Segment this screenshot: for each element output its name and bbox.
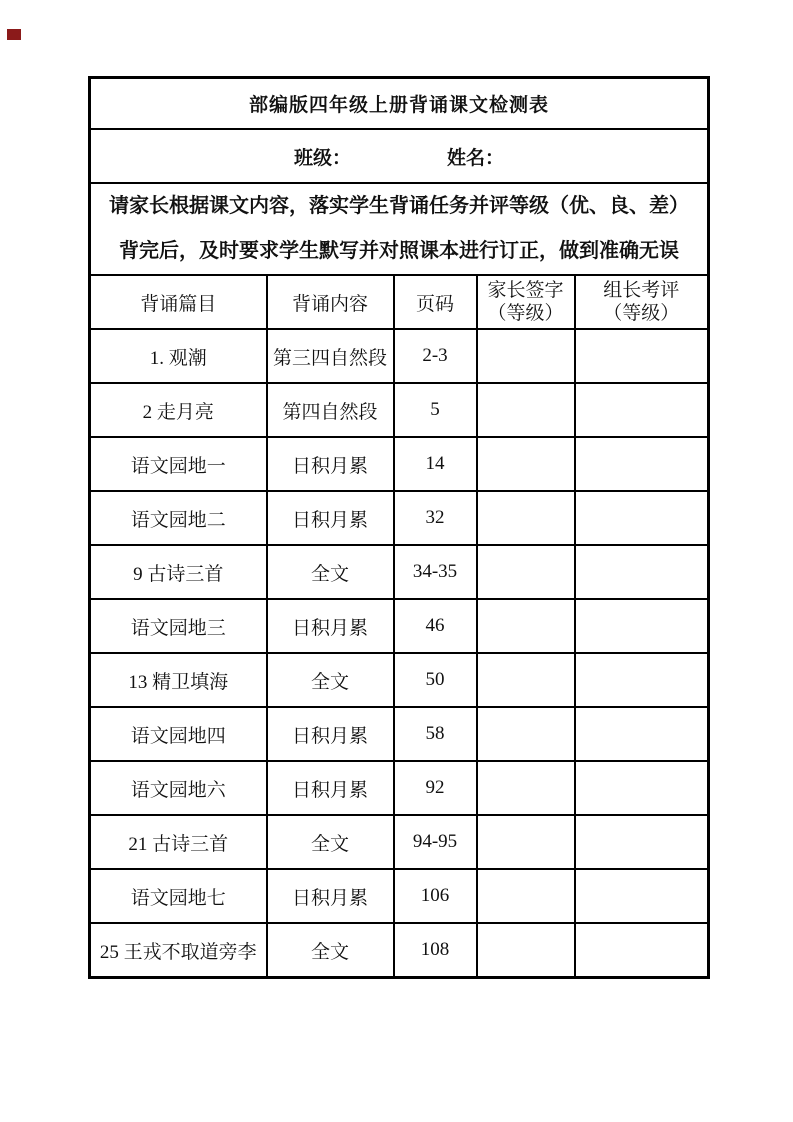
content-cell: 日积月累 xyxy=(267,761,394,815)
leader-review-cell xyxy=(575,869,709,923)
leader-review-cell xyxy=(575,653,709,707)
content-cell: 全文 xyxy=(267,545,394,599)
column-header-row xyxy=(90,275,709,329)
parent-sign-cell xyxy=(477,707,575,761)
table-row xyxy=(90,869,709,923)
content-cell: 日积月累 xyxy=(267,599,394,653)
leader-review-cell xyxy=(575,761,709,815)
leader-review-cell xyxy=(575,599,709,653)
piece-cell: 语文园地三 xyxy=(90,599,267,653)
page-cell: 94-95 xyxy=(394,815,477,869)
page-cell: 32 xyxy=(394,491,477,545)
page-cell: 14 xyxy=(394,437,477,491)
class-label: 班级： xyxy=(294,147,352,169)
piece-cell: 语文园地六 xyxy=(90,761,267,815)
piece-cell: 21 古诗三首 xyxy=(90,815,267,869)
header-parent-sign xyxy=(477,275,575,329)
page-cell: 106 xyxy=(394,869,477,923)
page-cell: 2-3 xyxy=(394,329,477,383)
piece-cell: 13 精卫填海 xyxy=(90,653,267,707)
page-cell: 46 xyxy=(394,599,477,653)
parent-sign-cell xyxy=(477,329,575,383)
instructions-row xyxy=(90,183,709,275)
instructions-line1: 请家长根据课文内容，落实学生背诵任务并评等级（优、良、差） xyxy=(109,195,690,217)
header-leader-review-line1: 组长考评 xyxy=(603,280,680,301)
table-title-row xyxy=(90,78,709,130)
name-label: 姓名： xyxy=(447,147,505,169)
table-row xyxy=(90,437,709,491)
parent-sign-cell xyxy=(477,923,575,978)
leader-review-cell xyxy=(575,815,709,869)
header-page: 页码 xyxy=(394,275,477,329)
parent-sign-cell xyxy=(477,761,575,815)
leader-review-cell xyxy=(575,491,709,545)
corner-marker xyxy=(7,29,21,40)
header-leader-review-line2: （等级） xyxy=(603,303,680,324)
class-name-row xyxy=(90,129,709,183)
content-cell: 日积月累 xyxy=(267,437,394,491)
table-row xyxy=(90,491,709,545)
parent-sign-cell xyxy=(477,545,575,599)
table-row xyxy=(90,545,709,599)
piece-cell: 语文园地四 xyxy=(90,707,267,761)
instructions-line2: 背完后，及时要求学生默写并对照课本进行订正，做到准确无误 xyxy=(119,240,680,262)
page-cell: 58 xyxy=(394,707,477,761)
parent-sign-cell xyxy=(477,815,575,869)
class-name-cell xyxy=(90,129,709,183)
piece-cell: 25 王戎不取道旁李 xyxy=(90,923,267,978)
content-cell: 全文 xyxy=(267,923,394,978)
leader-review-cell xyxy=(575,707,709,761)
piece-cell: 语文园地七 xyxy=(90,869,267,923)
page-cell: 108 xyxy=(394,923,477,978)
piece-cell: 语文园地二 xyxy=(90,491,267,545)
leader-review-cell xyxy=(575,545,709,599)
instructions-cell xyxy=(90,183,709,275)
page-cell: 34-35 xyxy=(394,545,477,599)
content-cell: 日积月累 xyxy=(267,869,394,923)
content-cell: 第四自然段 xyxy=(267,383,394,437)
header-parent-sign-line1: 家长签字 xyxy=(487,280,564,301)
recitation-check-table xyxy=(88,76,710,979)
leader-review-cell xyxy=(575,329,709,383)
parent-sign-cell xyxy=(477,491,575,545)
parent-sign-cell xyxy=(477,599,575,653)
table-title: 部编版四年级上册背诵课文检测表 xyxy=(90,78,709,130)
page-cell: 92 xyxy=(394,761,477,815)
parent-sign-cell xyxy=(477,653,575,707)
content-cell: 日积月累 xyxy=(267,491,394,545)
parent-sign-cell xyxy=(477,869,575,923)
leader-review-cell xyxy=(575,383,709,437)
parent-sign-cell xyxy=(477,383,575,437)
header-leader-review xyxy=(575,275,709,329)
header-content: 背诵内容 xyxy=(267,275,394,329)
leader-review-cell xyxy=(575,437,709,491)
piece-cell: 9 古诗三首 xyxy=(90,545,267,599)
table-row xyxy=(90,761,709,815)
table-row xyxy=(90,329,709,383)
header-piece: 背诵篇目 xyxy=(90,275,267,329)
table-row xyxy=(90,599,709,653)
piece-cell: 语文园地一 xyxy=(90,437,267,491)
table-row xyxy=(90,923,709,978)
content-cell: 日积月累 xyxy=(267,707,394,761)
table-row xyxy=(90,815,709,869)
piece-cell: 2 走月亮 xyxy=(90,383,267,437)
content-cell: 全文 xyxy=(267,815,394,869)
table-row xyxy=(90,383,709,437)
content-cell: 全文 xyxy=(267,653,394,707)
page-cell: 50 xyxy=(394,653,477,707)
header-parent-sign-line2: （等级） xyxy=(487,303,564,324)
parent-sign-cell xyxy=(477,437,575,491)
content-cell: 第三四自然段 xyxy=(267,329,394,383)
leader-review-cell xyxy=(575,923,709,978)
piece-cell: 1. 观潮 xyxy=(90,329,267,383)
table-row xyxy=(90,707,709,761)
page-cell: 5 xyxy=(394,383,477,437)
table-row xyxy=(90,653,709,707)
